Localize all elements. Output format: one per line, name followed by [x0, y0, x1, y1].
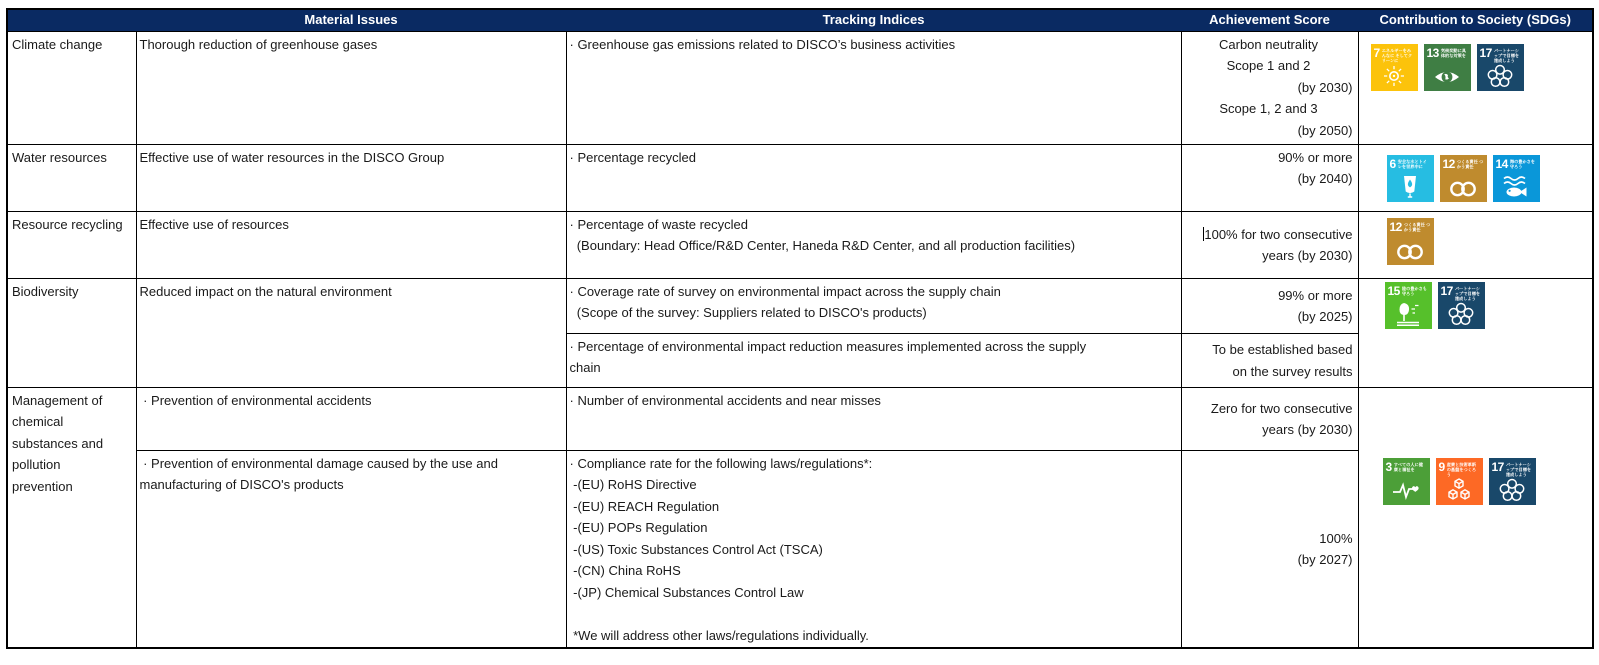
text: (by 2030): [1297, 79, 1353, 95]
text: Zero for two consecutive: [1210, 400, 1353, 416]
text-line: [570, 34, 1177, 56]
text: · Percentage of environmental impact reduction measures implemented across the supply: [569, 338, 1087, 354]
text-line: [12, 281, 132, 303]
table-row: [7, 450, 1593, 648]
table-row: [7, 211, 1593, 278]
issue-cell: [7, 278, 136, 387]
sdg-12-icon: [1387, 218, 1434, 265]
text-line: [1185, 245, 1353, 267]
text-line: [570, 281, 1177, 303]
header-sdgs: Contribution to Society (SDGs): [1358, 9, 1593, 31]
loop-glyph: [1447, 178, 1479, 200]
text-line: [570, 302, 1177, 324]
text-line: [1185, 361, 1353, 383]
text-line: [570, 235, 1177, 257]
text-line: [570, 390, 1177, 412]
sdg-17-icon: [1489, 458, 1536, 505]
text-line: [12, 147, 132, 169]
text-line: [570, 539, 1177, 561]
text: Effective use of resources: [139, 216, 289, 232]
text-line: [1185, 98, 1353, 120]
score-cell: [1181, 333, 1358, 387]
sdg-label: パートナーシップで目標を達成しよう: [1493, 47, 1520, 64]
text-line: [140, 281, 562, 303]
text: Scope 1 and 2: [1226, 58, 1311, 73]
issue-detail-cell: [136, 387, 566, 450]
text-line: [1185, 419, 1353, 441]
text: -(EU) RoHS Directive: [569, 477, 697, 492]
text: on the survey results: [1232, 363, 1353, 379]
text: manufacturing of DISCO's products: [139, 477, 344, 492]
sdg-cell: [1358, 144, 1593, 211]
sdg-label: 気候変動に具体的な対策を: [1440, 47, 1466, 58]
text: To be established based: [1212, 342, 1353, 357]
sdg-icon-header: [1477, 44, 1524, 64]
text-line: [12, 454, 132, 476]
text: Carbon neutrality: [1219, 36, 1318, 52]
sdg-icon-header: [1489, 458, 1536, 478]
text: Management of: [12, 392, 103, 408]
tracking-index-cell: [566, 31, 1181, 144]
issue-detail-cell: [136, 144, 566, 211]
tree-glyph: [1393, 301, 1423, 327]
text-line: [12, 214, 132, 236]
sdg-icon-header: [1440, 155, 1487, 170]
text: years (by 2030): [1262, 248, 1353, 263]
issue-detail-cell: [136, 278, 566, 387]
text-line: [1185, 224, 1353, 246]
tracking-index-cell: [566, 211, 1181, 278]
text: Effective use of water resources in the DISCO Group: [139, 149, 445, 165]
sdg-number: 17: [1479, 45, 1492, 60]
text: -(JP) Chemical Substances Control Law: [569, 584, 804, 600]
sdg-3-icon: [1383, 458, 1430, 505]
sdg-icon-header: [1383, 458, 1430, 473]
sdg-number: 6: [1389, 156, 1396, 171]
tracking-index-cell: [566, 333, 1181, 387]
text: [570, 606, 574, 621]
text: · Compliance rate for the following laws/regulations*:: [569, 455, 873, 471]
text-line: [570, 474, 1177, 496]
text: Water resources: [12, 149, 107, 165]
score-cell: [1181, 144, 1358, 211]
rings-glyph: [1497, 477, 1527, 503]
sdg-number: 13: [1426, 45, 1439, 60]
sdg-7-icon: [1371, 44, 1418, 91]
text-line: [1185, 147, 1353, 169]
fish-glyph: [1501, 174, 1531, 200]
tracking-index-cell: [566, 144, 1181, 211]
text-line: [570, 453, 1177, 475]
sdg-label: つくる責任 つかう責任: [1403, 221, 1431, 232]
sdg-number: 7: [1373, 45, 1380, 60]
text: · Percentage of waste recycled: [569, 216, 748, 232]
sdg-label: すべての人に健康と福祉を: [1393, 461, 1423, 472]
text-line: [12, 476, 132, 498]
materiality-table: [6, 8, 1594, 649]
sdg-cell: [1358, 387, 1593, 648]
score-cell: [1181, 31, 1358, 144]
table-row: [7, 278, 1593, 333]
text: 90% or more: [1278, 149, 1353, 165]
text: · Percentage recycled: [569, 149, 696, 165]
sdg-number: 15: [1387, 283, 1400, 298]
sdg-icon-header: [1385, 282, 1432, 297]
sdg-label: パートナーシップで目標を達成しよう: [1505, 461, 1532, 478]
water-glyph: [1395, 174, 1425, 200]
issue-detail-cell: [136, 450, 566, 648]
text: Climate change: [12, 36, 103, 52]
text-line: [1185, 120, 1353, 142]
sdg-icon-header: [1436, 458, 1483, 478]
sdg-icon-row: [1359, 212, 1593, 265]
sdg-label: エネルギーをみんなに そしてクリーンに: [1381, 47, 1413, 64]
text-line: [570, 560, 1177, 582]
text: -(EU) REACH Regulation: [569, 498, 720, 514]
text: Resource recycling: [12, 216, 123, 232]
sdg-icon-row: [1359, 388, 1593, 505]
text: substances and: [12, 435, 104, 451]
table-row: [7, 144, 1593, 211]
text: · Coverage rate of survey on environmental impact across the supply chain: [569, 283, 1001, 299]
sdg-number: 3: [1385, 459, 1392, 474]
text-line: [1185, 339, 1353, 361]
sdg-17-icon: [1438, 282, 1485, 329]
header-material-issues-spacer: [7, 9, 136, 31]
sdg-cell: [1358, 278, 1593, 387]
sdg-icon-header: [1387, 155, 1434, 170]
text-line: [12, 411, 132, 433]
sdg-15-icon: [1385, 282, 1432, 329]
loop-glyph: [1394, 241, 1426, 263]
sdg-number: 12: [1389, 219, 1402, 234]
sdg-icon-header: [1371, 44, 1418, 64]
sdg-cell: [1358, 31, 1593, 144]
sdg-12-icon: [1440, 155, 1487, 202]
text-line: [570, 357, 1177, 379]
sdg-label: 安全な水とトイレを世界中に: [1397, 158, 1427, 169]
issue-cell: [7, 387, 136, 648]
table-row: [7, 31, 1593, 144]
tracking-index-cell: [566, 387, 1181, 450]
text-line: [1185, 168, 1353, 190]
sdg-number: 14: [1495, 156, 1508, 171]
sdg-icon-row: [1359, 145, 1593, 202]
sdg-number: 12: [1442, 156, 1455, 171]
text-line: [1185, 55, 1353, 77]
sdg-icon-header: [1493, 155, 1540, 170]
text-line: [1185, 549, 1353, 571]
text: prevention: [12, 478, 73, 494]
text-line: [570, 603, 1177, 625]
text: · Number of environmental accidents and near misses: [569, 392, 881, 408]
industry-glyph: [1444, 477, 1474, 503]
header-material-issues: Material Issues: [136, 9, 566, 31]
sdg-icon-row: [1359, 279, 1593, 329]
sdg-icon-header: [1424, 44, 1471, 59]
score-cell: [1181, 211, 1358, 278]
eye-glyph: [1432, 65, 1462, 89]
text-line: [1185, 77, 1353, 99]
text-line: [1185, 34, 1353, 56]
text: (Boundary: Head Office/R&D Center, Haneda R&D Center, and all production facilities): [569, 238, 1076, 253]
text-line: [570, 625, 1177, 647]
text-line: [570, 517, 1177, 539]
text: · Greenhouse gas emissions related to DISCO’s business activities: [569, 36, 956, 52]
text: (by 2025): [1297, 309, 1353, 324]
text-line: [140, 214, 562, 236]
text: -(EU) POPs Regulation: [569, 520, 708, 535]
sdg-number: 17: [1440, 283, 1453, 298]
issue-cell: [7, 31, 136, 144]
text: (by 2027): [1297, 552, 1353, 568]
table-body: [7, 31, 1593, 648]
sdg-9-icon: [1436, 458, 1483, 505]
text: -(CN) China RoHS: [569, 563, 681, 578]
text-line: [570, 496, 1177, 518]
text: chemical: [12, 414, 64, 429]
sdg-13-icon: [1424, 44, 1471, 91]
tracking-index-cell: [566, 278, 1181, 333]
text-line: [12, 34, 132, 56]
sdg-6-icon: [1387, 155, 1434, 202]
sdg-17-icon: [1477, 44, 1524, 91]
text-line: [1185, 306, 1353, 328]
table-row: [7, 387, 1593, 450]
sdg-number: 9: [1438, 459, 1445, 474]
text: (by 2050): [1297, 122, 1353, 138]
sdg-number: 17: [1491, 459, 1504, 474]
text: 100% for two consecutive: [1204, 226, 1353, 242]
rings-glyph: [1485, 63, 1515, 89]
text-line: [1185, 398, 1353, 420]
issue-cell: [7, 144, 136, 211]
text-line: [140, 147, 562, 169]
text-line: [140, 390, 562, 412]
text-line: [12, 433, 132, 455]
text-line: [570, 582, 1177, 604]
text-line: [1185, 528, 1353, 550]
issue-detail-cell: [136, 31, 566, 144]
health-glyph: [1391, 479, 1421, 503]
text: Biodiversity: [12, 283, 79, 299]
sdg-cell: [1358, 211, 1593, 278]
header-achievement-score: Achievement Score: [1181, 9, 1358, 31]
sdg-icon-header: [1438, 282, 1485, 302]
issue-cell: [7, 211, 136, 278]
text: (by 2040): [1297, 171, 1353, 186]
sdg-label: つくる責任 つかう責任: [1456, 158, 1484, 169]
text-line: [570, 336, 1177, 358]
text: Reduced impact on the natural environment: [139, 283, 392, 299]
text-line: [140, 34, 562, 56]
issue-detail-cell: [136, 211, 566, 278]
text-line: [570, 147, 1177, 169]
text-line: [1185, 285, 1353, 307]
score-cell: [1181, 450, 1358, 648]
text: chain: [569, 360, 601, 375]
sdg-14-icon: [1493, 155, 1540, 202]
text: pollution: [12, 457, 61, 472]
sun-glyph: [1379, 63, 1409, 89]
text: -(US) Toxic Substances Control Act (TSCA): [569, 541, 823, 557]
sdg-icon-header: [1387, 218, 1434, 233]
text-line: [140, 453, 562, 475]
rings-glyph: [1446, 301, 1476, 327]
score-cell: [1181, 278, 1358, 333]
text-line: [140, 474, 562, 496]
sdg-label: 産業と技術革新の基盤をつくろう: [1446, 461, 1477, 478]
text: · Prevention of environmental accidents: [139, 392, 372, 408]
sdg-label: 海の豊かさを守ろう: [1509, 158, 1535, 169]
table-header-row: [7, 9, 1593, 31]
text: Thorough reduction of greenhouse gases: [139, 36, 378, 52]
sdg-label: 陸の豊かさも守ろう: [1401, 285, 1427, 296]
header-tracking-indices: Tracking Indices: [566, 9, 1181, 31]
tracking-index-cell: [566, 450, 1181, 648]
sdg-label: パートナーシップで目標を達成しよう: [1454, 285, 1481, 302]
text: 99% or more: [1278, 287, 1353, 303]
text: (Scope of the survey: Suppliers related to DISCO's products): [569, 305, 927, 320]
text-line: [570, 214, 1177, 236]
text: · Prevention of environmental damage caused by the use and: [139, 455, 498, 471]
text: 100%: [1319, 530, 1353, 546]
sdg-icon-row: [1359, 32, 1593, 91]
text: years (by 2030): [1262, 422, 1353, 437]
text: Scope 1, 2 and 3: [1219, 101, 1318, 116]
text: *We will address other laws/regulations individually.: [569, 627, 869, 643]
text-line: [12, 390, 132, 412]
score-cell: [1181, 387, 1358, 450]
